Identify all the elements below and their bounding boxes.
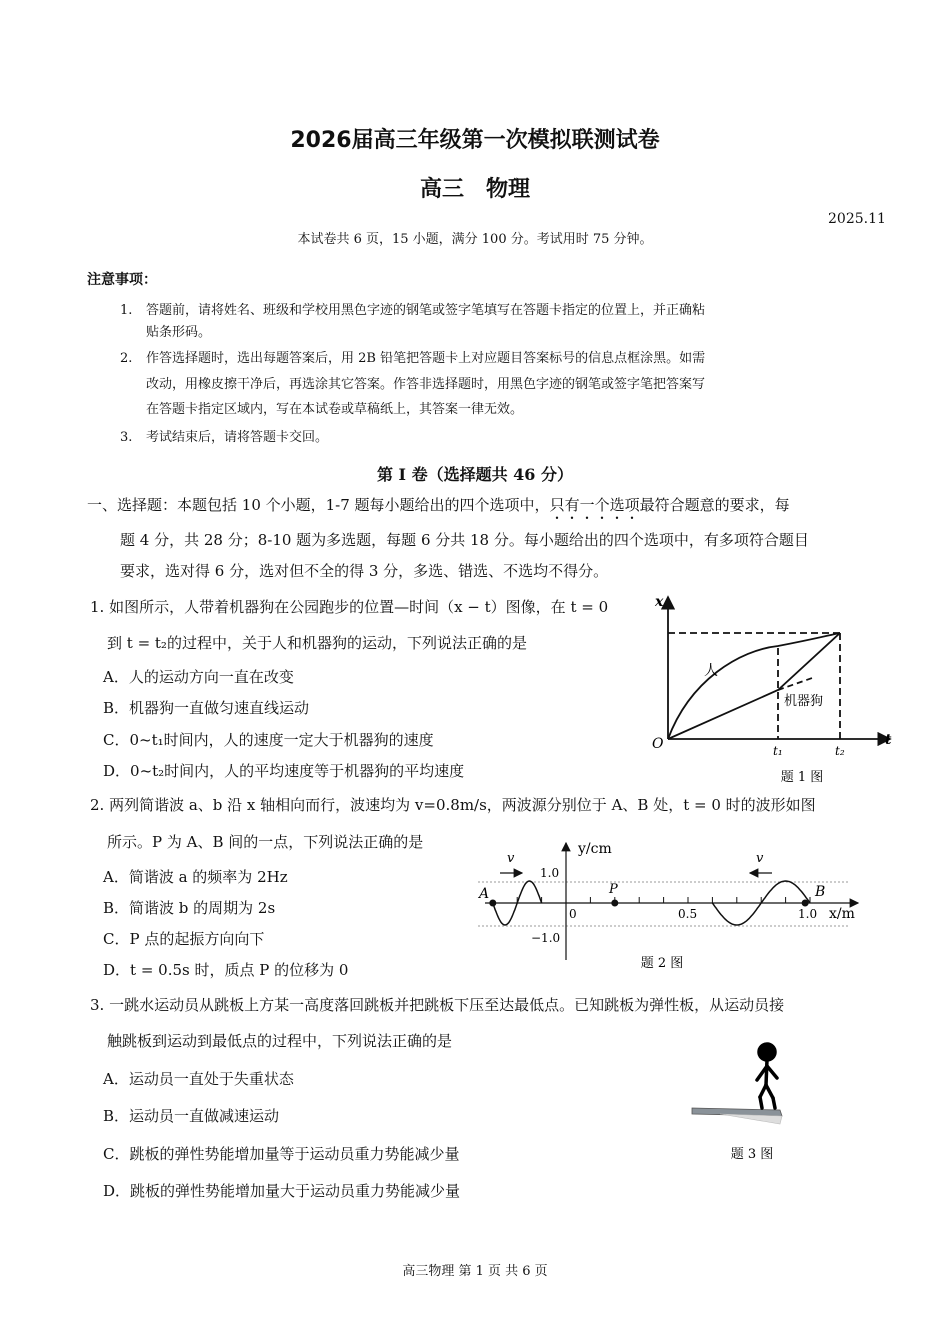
notice-line: 改动，用橡皮擦干净后，再选涂其它答案。作答非选择题时，用黑色字迹的钢笔或签字笔把答案写 — [146, 377, 706, 392]
y-axis-label: y/cm — [578, 841, 612, 857]
source-a-point — [490, 900, 496, 906]
figure-1-caption: 题 1 图 — [780, 770, 824, 785]
question-2-option-a: A．简谐波 a 的频率为 2Hz — [103, 868, 288, 886]
figure-2-caption: 题 2 图 — [640, 956, 684, 971]
figure-1-xt-graph — [668, 597, 890, 739]
source-b-point — [802, 900, 808, 906]
question-3-stem: 触跳板到运动到最低点的过程中，下列说法正确的是 — [107, 1032, 453, 1050]
x-tick-zero: 0 — [569, 907, 577, 921]
t1-label: t₁ — [773, 744, 783, 758]
person-label: 人 — [704, 663, 718, 679]
question-3-option-d: D．跳板的弹性势能增加量大于运动员重力势能减少量 — [103, 1182, 461, 1200]
notice-num: 1. — [120, 303, 133, 318]
x-axis-label: x — [655, 594, 664, 610]
question-2-option-b: B．简谐波 b 的周期为 2s — [103, 899, 276, 917]
notice-line: 答题前，请将姓名、班级和学校用黑色字迹的钢笔或签字笔填写在答题卡指定的位置上，并正确粘 — [146, 303, 706, 318]
question-2-option-d: D．t = 0.5s 时，质点 P 的位移为 0 — [103, 961, 349, 979]
section-intro-line: 题 4 分，共 28 分；8-10 题为多选题，每题 6 分共 18 分。每小题给出的四个选项中，有多项符合题目 — [120, 531, 809, 549]
y-tick-pos: 1.0 — [540, 866, 560, 880]
source-a-label: A — [479, 886, 490, 902]
notice-heading: 注意事项： — [87, 272, 157, 288]
notice-num: 3. — [120, 430, 133, 445]
intro-emphasis: 只有一个选项 — [549, 496, 640, 514]
dog-label: 机器狗 — [784, 694, 824, 709]
wave-a-v-label: v — [507, 851, 515, 866]
page-footer: 高三物理 第 1 页 共 6 页 — [402, 1264, 548, 1279]
question-1-stem: 1. 如图所示，人带着机器狗在公园跑步的位置—时间（x − t）图像，在 t = 0 — [90, 598, 609, 616]
board-deflection — [720, 1114, 782, 1124]
question-1-option-b: B．机器狗一直做匀速直线运动 — [103, 699, 310, 717]
question-1-stem: 到 t = t₂的过程中，关于人和机器狗的运动，下列说法正确的是 — [107, 634, 527, 652]
notice-line: 作答选择题时，选出每题答案后，用 2B 铅笔把答题卡上对应题目答案标号的信息点框涂黑。如需 — [146, 351, 706, 366]
exam-title: 2026届高三年级第一次模拟联测试卷 — [290, 128, 660, 153]
point-p — [612, 900, 618, 906]
person-curve — [668, 633, 840, 739]
wave-b-v-label: v — [756, 851, 764, 866]
question-1-option-a: A．人的运动方向一直在改变 — [103, 668, 294, 686]
question-3-option-a: A．运动员一直处于失重状态 — [103, 1070, 294, 1088]
dog-extension — [778, 677, 815, 690]
question-1-option-d: D．0~t₂时间内，人的平均速度等于机器狗的平均速度 — [103, 762, 465, 780]
question-2-stem: 所示。P 为 A、B 间的一点，下列说法正确的是 — [107, 833, 424, 851]
question-3-option-b: B．运动员一直做减速运动 — [103, 1107, 280, 1125]
dog-line — [668, 633, 840, 739]
notice-line: 贴条形码。 — [146, 325, 212, 340]
question-2-stem: 2. 两列简谐波 a、b 沿 x 轴相向而行，波速均为 v=0.8m/s，两波源分别位于 A、B 处，t = 0 时的波形如图 — [90, 796, 816, 814]
x-tick-half: 0.5 — [678, 907, 698, 921]
t2-label: t₂ — [835, 744, 845, 758]
figure-3-diving-board — [692, 1044, 782, 1124]
origin-label: O — [652, 736, 664, 752]
source-b-label: B — [815, 884, 826, 900]
section-heading: 第 I 卷（选择题共 46 分） — [376, 465, 574, 484]
point-p-label: P — [609, 882, 618, 897]
question-2-option-c: C．P 点的起振方向向下 — [103, 930, 265, 948]
notice-line: 在答题卡指定区域内，写在本试卷或草稿纸上，其答案一律无效。 — [146, 402, 524, 417]
y-tick-neg: −1.0 — [531, 931, 561, 945]
section-intro-line: 要求，选对得 6 分，选对但不全的得 3 分，多选、错选、不选均不得分。 — [120, 562, 609, 580]
x-axis-label: x/m — [829, 906, 855, 922]
question-1-option-c: C．0~t₁时间内，人的速度一定大于机器狗的速度 — [103, 731, 434, 749]
question-3-stem: 3. 一跳水运动员从跳板上方某一高度落回跳板并把跳板下压至达最低点。已知跳板为弹性板，从运动员接 — [90, 996, 785, 1014]
question-3-option-c: C．跳板的弹性势能增加量等于运动员重力势能减少量 — [103, 1145, 460, 1163]
exam-date: 2025.11 — [828, 211, 886, 227]
intro-text: 一、选择题：本题包括 10 个小题，1-7 题每小题给出的四个选项中， — [87, 496, 550, 514]
intro-text: 最符合题意的要求，每 — [639, 496, 790, 514]
t-axis-label: t — [885, 732, 892, 748]
figure-3-caption: 题 3 图 — [730, 1147, 774, 1162]
exam-info: 本试卷共 6 页，15 小题，满分 100 分。考试用时 75 分钟。 — [297, 232, 653, 247]
diver-stick-figure — [757, 1044, 777, 1108]
exam-subject: 高三 物理 — [419, 177, 530, 202]
notice-num: 2. — [120, 351, 133, 366]
x-tick-one: 1.0 — [798, 907, 818, 921]
notice-line: 考试结束后，请将答题卡交回。 — [146, 430, 329, 445]
